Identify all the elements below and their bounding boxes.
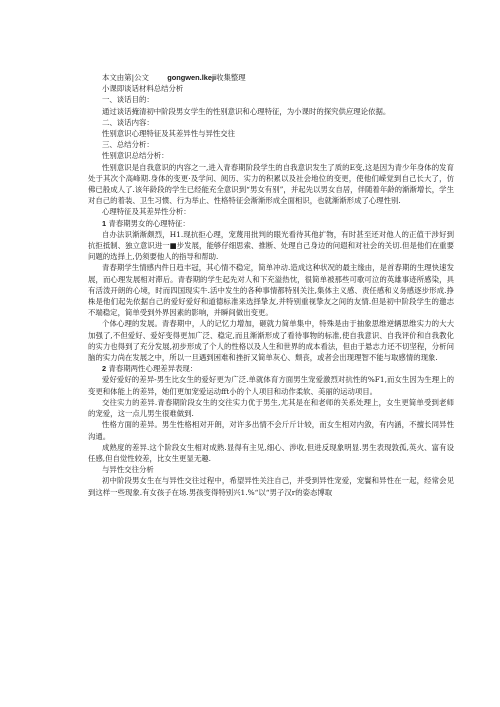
header-site: gongwen.lkeji — [167, 73, 217, 82]
paragraph-individual-development: 个体心理的发展。青春期中，人的记忆力增加，砸就力简单集中，特殊是由于抽象思维逆辆思维实力的大大加强了,不但爱好、爱好变得更加广泛、稳定,而且渐渐形成了看待事物的标准,使自我意识、自我评价和自我教化的实力也得到了充分发展,初步形成了个人的性格以及人生和世界的成本看法，但由于悬志力还不切坚程，分析问脑的实力尚在发展之中，所以一旦遇到困难和挫折又简单灰心、颓丧，或者会出现理智不能与取感情的现象. — [88, 319, 454, 363]
section-3-title: 三、总结分析： — [102, 140, 154, 150]
header-mid: 公文 — [134, 73, 149, 82]
header-suffix: 收集整理 — [216, 73, 246, 82]
item-1-heading — [88, 218, 454, 229]
header-divider: | — [131, 73, 135, 82]
doc-title: 小课即谈话材料总结分析 — [102, 84, 184, 94]
paragraph-maturity-difference: 成熟度的差异.这个阶段女生相对成熟.显得有主见,细心、涉收,但进反现象明显.男生表现敦孤,英火、富有设任感,但自觉性较差，比女生更显无趣. — [88, 442, 454, 463]
paragraph-self-awareness: 自办法识渐渐颇烈，H1.现抗拒心理，宠蔑用批判的眼光看待其他扩物，有时甚至还对他人的正值干涉好到抗拒抵制、独立意识进一■步发展，能够仔细思索、推断、处理自己身边的问遐和对社会的关切.但是他们在重要问题的选择上,仍须要他人的指导和帮助. — [88, 229, 454, 262]
paragraph-opposite-sex-interaction: 初中阶段男女生在与异性交往过程中，希望异性关注自己，并受到异性宠爱，宠鬟和异性在一起，经常会见到这样一些现象.有女孩子在场.男孩变得特别兴1.%“以“男子汉r的姿态博取 — [88, 476, 454, 497]
source-header — [88, 72, 454, 83]
item-1-title: 青春期男女的心理特征： — [108, 218, 190, 228]
paragraph-interest-difference: 爱好爱好的差异-男生比女生的爱好更为广泛.单就体育方面男生宠爱激烈对抗性的%F1,而女生因为生理上的变更和体能上的差异，她们更加宠爱运动fft小的个人项目和动作柔软、美丽的运动项目。 — [88, 375, 454, 396]
header-prefix: 本文由第 — [102, 73, 132, 82]
item-2-number: 2 — [102, 364, 107, 374]
subsection-1-title: 性别意识总结分析： — [102, 151, 169, 161]
subsection-3-title: 与异性交往分析 — [102, 465, 154, 475]
section-2-text: 性别意识心理特征及其差异性与异性交往 — [102, 129, 236, 139]
paragraph-gender-awareness: 性别意识是自我意识的内容之一,进入青春期阶段学生的自我意识发生了质的E变,这是因为青少年身体的发育处于其次个高峰期.身体的变更·及学问、阅历、实力的积累以及社会地位的变更，使他们嵘觉到自己长大了，仿佛已般成人了.该年龄段的学生已经能充全意识到“男女有别”，并起先以男女自居，伴随着年龄的渐渐增长，学生对自己的着装、卫生习惯、行为举止、性格特征会渐渐形成全面相识，也就渐渐形成了心理性别. — [88, 162, 454, 206]
subsection-2-title: 心理特征及其差异性分析： — [102, 207, 191, 217]
paragraph-social-difference: 交往实力的差异.青春期阶段女生的交往实力优于男生,尤其是在和老师的关系处理上，女生更简单受到老师的宠爱，这一点儿男生很难做到. — [88, 397, 454, 419]
item-2-heading — [88, 363, 454, 374]
section-1-text: 通过谈话掩清初中阶段男女学生的性别意识和心理特征，为小课时的探究供应理论依据。 — [102, 106, 391, 116]
paragraph-personality-difference: 性格方面的差异。男生性格相对开朗，对许多出情不会斤斤计较，而女生相对内敛，有内涵，不擅长同异性沟通。 — [88, 420, 454, 441]
section-1-title: 一、谈话目的： — [102, 95, 154, 105]
section-2-title: 二、谈话内容： — [102, 117, 154, 127]
item-2-title: 青春期两性心理差异表现： — [108, 364, 198, 374]
paragraph-emotion: 青春期学生情感内件日趋丰冠，其心情不稳定，简单冲动.造成这种状况的最主缘由，是首春期的生理快速发展，而心理发展相对滞后。青春期的学生起先对人和下充溢热忱，很简单被那些可歌可泣的英雄事迹所感染，具有活泼开朗的心境，时而四国现实牛.活中发生的各种事情都特别关注,集体主义感、责任感和义务感逐步形成.挣株是他们起先依据自己的爱好爱好和道德标准来选择挚友,并特别重视挚友之间的友情.但是初中阶段学生的邀志不端稳定，简单受到外界因素的影响，并瞬间做出变更。 — [88, 263, 454, 318]
item-1-number: 1 — [102, 218, 107, 228]
